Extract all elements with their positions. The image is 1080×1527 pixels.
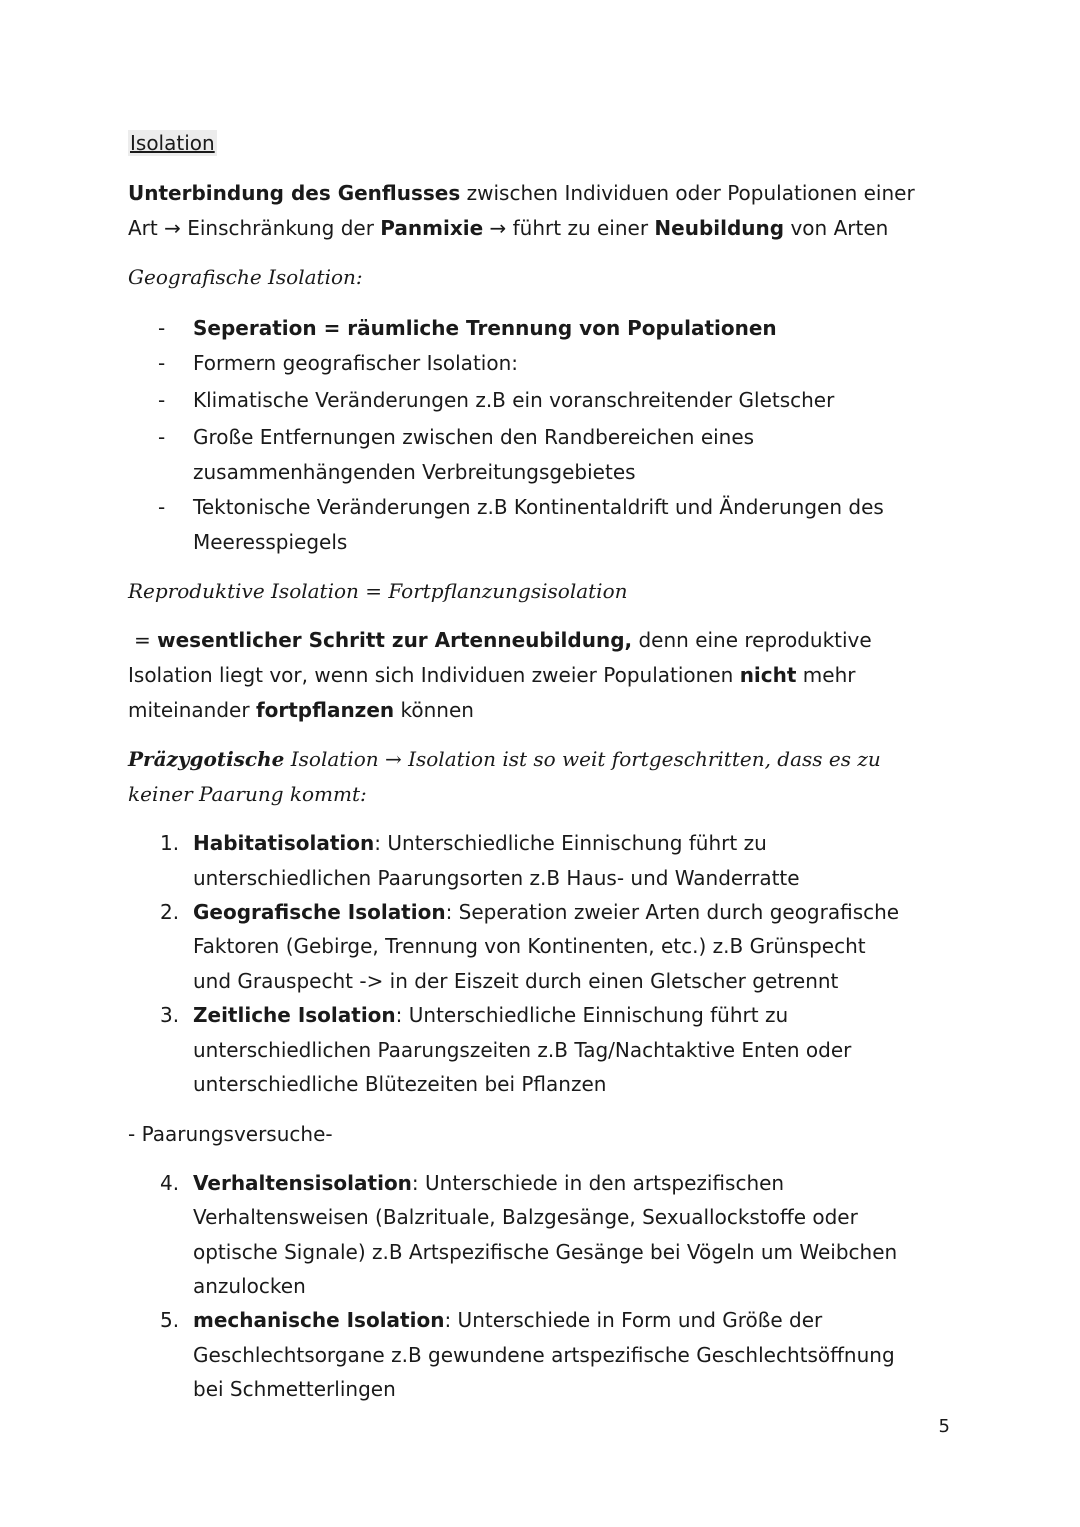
- intro-line-2: [128, 215, 888, 241]
- repro-bold: fortpflanzen: [255, 698, 395, 722]
- prezygotic-text: Isolation → Isolation ist so weit fortgeschritten, dass es zu: [284, 747, 881, 771]
- list-item-continuation: bei Schmetterlingen: [193, 1377, 396, 1401]
- prezygotic-heading-line-2: keiner Paarung kommt:: [128, 782, 367, 806]
- intro-text: von Arten: [784, 216, 889, 240]
- geo-bullet-text: Große Entfernungen zwischen den Randbereichen eines: [193, 425, 755, 449]
- list-item-term: Zeitliche Isolation: [193, 1003, 396, 1027]
- document-page: Isolation Unterbindung des Genflusses zwischen Individuen oder Populationen einer Art → Einschränkung der Panmixie → führt zu einer Neubildung von Arten Geografische Isolation: - Seperation = räumliche Trennung von Populationen - Formern geografischer Isolation: - Klimatische Veränderungen z.B ein voranschreitender Gletscher - Große Entfernungen zwischen den Randbereichen eines zusammenhängenden Verbreitungsgebietes - Tektonische Veränderungen z.B Kontinentaldrift und Änderungen des Meeresspiegels Reproduktive Isolation = Fortpflanzungsisolation = wesentlicher Schritt zur Artenneubildung, denn eine reproduktive Isolation liegt vor, wenn sich Individuen zweier Populationen nicht mehr miteinander fortpflanzen können Präzygotische Isolation → Isolation ist so weit fortgeschritten, dass es zu keiner Paarung kommt: 1. Habitatisolation: Unterschiedliche Einnischung führt zu unterschiedlichen Paarungsorten z.B Haus- und Wanderratte 2. Geografische Isolation: Seperation zweier Arten durch geografische Faktoren (Gebirge, Trennung von Kontinenten, etc.) z.B Grünspecht und Grauspecht -> in der Eiszeit durch einen Gletscher getrennt 3. Zeitliche Isolation: Unterschiedliche Einnischung führt zu unterschiedlichen Paarungszeiten z.B Tag/Nachtaktive Enten oder unterschiedliche Blütezeiten bei Pflanzen - Paarungsversuche- 4. Verhaltensisolation: Unterschiede in den artspezifischen Verhaltensweisen (Balzrituale, Balzgesänge, Sexuallockstoffe oder optische Signale) z.B Artspezifische Gesänge bei Vögeln um Weibchen anzulocken 5. mechanische Isolation: Unterschiede in Form und Größe der Geschlechtsorgane z.B gewundene artspezifische Geschlechtsöffnung bei Schmetterlingen 5: [128, 131, 950, 1437]
- separator-text: - Paarungsversuche-: [128, 1122, 333, 1146]
- repro-bold: wesentlicher Schritt zur Artenneubildung,: [157, 628, 633, 652]
- intro-text: → führt zu einer: [483, 216, 655, 240]
- repro-text: Isolation liegt vor, wenn sich Individuen zweier Populationen: [128, 663, 740, 687]
- repro-text: können: [394, 698, 474, 722]
- list-item-text: : Unterschiedliche Einnischung führt zu: [374, 831, 767, 855]
- geo-bullet-text: Tektonische Veränderungen z.B Kontinentaldrift und Änderungen des: [193, 495, 884, 519]
- list-item-text: : Seperation zweier Arten durch geografische: [445, 900, 900, 924]
- intro-text: Art → Einschränkung der: [128, 216, 381, 240]
- list-item-text: : Unterschiede in Form und Größe der: [444, 1308, 823, 1332]
- list-item-term: Verhaltensisolation: [193, 1171, 412, 1195]
- repro-line-3: [128, 697, 474, 723]
- list-item-continuation: unterschiedlichen Paarungszeiten z.B Tag/Nachtaktive Enten oder: [193, 1038, 852, 1062]
- page-title: Isolation: [130, 131, 215, 155]
- geo-bullet-text: Klimatische Veränderungen z.B ein voranschreitender Gletscher: [193, 388, 835, 412]
- repro-line-1: [134, 627, 872, 653]
- page-number: 5: [938, 1416, 950, 1437]
- list-item-continuation: Geschlechtsorgane z.B gewundene artspezifische Geschlechtsöffnung: [193, 1343, 895, 1367]
- list-item-term: mechanische Isolation: [193, 1308, 445, 1332]
- list-number: 4.: [160, 1171, 180, 1195]
- intro-line-1: [128, 180, 915, 206]
- repro-line-2: [128, 662, 855, 688]
- repro-text: denn eine reproduktive: [632, 628, 872, 652]
- list-item-continuation: und Grauspecht -> in der Eiszeit durch einen Gletscher getrennt: [193, 969, 839, 993]
- geo-bullet-text: Seperation = räumliche Trennung von Populationen: [193, 316, 777, 340]
- list-item-continuation: Faktoren (Gebirge, Trennung von Kontinenten, etc.) z.B Grünspecht: [193, 934, 866, 958]
- intro-text: zwischen Individuen oder Populationen einer: [460, 181, 915, 205]
- geo-heading: Geografische Isolation:: [128, 265, 363, 289]
- list-number: 5.: [160, 1308, 180, 1332]
- list-item-term: Geografische Isolation: [193, 900, 446, 924]
- geo-bullet-text: Formern geografischer Isolation:: [193, 351, 518, 375]
- repro-text: =: [134, 628, 158, 652]
- repro-heading: Reproduktive Isolation = Fortpflanzungsisolation: [128, 579, 628, 603]
- geo-bullet-continuation: zusammenhängenden Verbreitungsgebietes: [193, 460, 636, 484]
- list-item-term: Habitatisolation: [193, 831, 375, 855]
- list-item-text: : Unterschiedliche Einnischung führt zu: [395, 1003, 789, 1027]
- list-item-continuation: optische Signale) z.B Artspezifische Gesänge bei Vögeln um Weibchen: [193, 1240, 898, 1264]
- repro-text: miteinander: [128, 698, 256, 722]
- intro-bold-neubildung: Neubildung: [654, 216, 785, 240]
- repro-text: mehr: [796, 663, 856, 687]
- list-item-continuation: anzulocken: [193, 1274, 306, 1298]
- list-number: 3.: [160, 1003, 180, 1027]
- list-number: 1.: [160, 831, 180, 855]
- list-item-continuation: unterschiedliche Blütezeiten bei Pflanzen: [193, 1072, 607, 1096]
- geo-bullet-continuation: Meeresspiegels: [193, 530, 348, 554]
- intro-bold-panmixie: Panmixie: [380, 216, 484, 240]
- list-number: 2.: [160, 900, 180, 924]
- repro-bold: nicht: [739, 663, 797, 687]
- prezygotic-bold: Präzygotische: [128, 747, 285, 771]
- list-item-text: : Unterschiede in den artspezifischen: [411, 1171, 785, 1195]
- prezygotic-heading: [128, 746, 881, 772]
- intro-bold-genfluss: Unterbindung des Genflusses: [128, 181, 461, 205]
- list-item-continuation: unterschiedlichen Paarungsorten z.B Haus- und Wanderratte: [193, 866, 800, 890]
- list-item-continuation: Verhaltensweisen (Balzrituale, Balzgesänge, Sexuallockstoffe oder: [193, 1205, 858, 1229]
